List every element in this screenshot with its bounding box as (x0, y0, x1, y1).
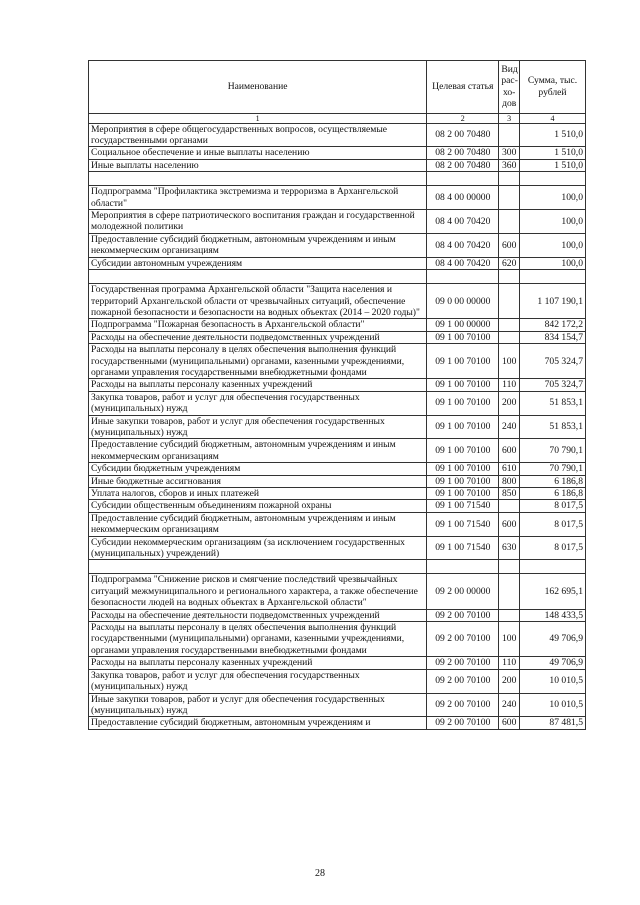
row-code: 09 1 00 70100 (427, 488, 499, 500)
row-type: 610 (499, 463, 520, 475)
table-row (89, 488, 586, 500)
row-sum: 842 172,2 (519, 319, 585, 331)
row-sum: 51 853,1 (519, 415, 585, 439)
table-row (89, 159, 586, 171)
row-type: 620 (499, 257, 520, 269)
table-row (89, 210, 586, 234)
empty-cell (519, 172, 585, 186)
row-type (499, 500, 520, 512)
header-code: Целевая статья (427, 61, 499, 114)
row-type: 360 (499, 159, 520, 171)
row-name: Закупка товаров, работ и услуг для обеспечения государственных (муниципальных) нужд (89, 391, 427, 415)
empty-cell (89, 560, 427, 574)
empty-cell (89, 270, 427, 284)
row-code: 09 2 00 70100 (427, 669, 499, 693)
row-name: Подпрограмма "Пожарная безопасность в Архангельской области" (89, 319, 427, 331)
table-row (89, 439, 586, 463)
row-sum: 100,0 (519, 210, 585, 234)
table-row (89, 147, 586, 159)
row-sum: 1 510,0 (519, 159, 585, 171)
empty-cell (499, 172, 520, 186)
row-sum: 70 790,1 (519, 463, 585, 475)
row-name: Иные закупки товаров, работ и услуг для обеспечения государственных (муниципальных) нужд (89, 693, 427, 717)
row-sum: 705 324,7 (519, 379, 585, 391)
table-row (89, 609, 586, 621)
row-sum: 6 186,8 (519, 475, 585, 487)
column-number: 1 (89, 113, 427, 123)
spacer-row (89, 270, 586, 284)
row-sum: 1 510,0 (519, 147, 585, 159)
empty-cell (499, 270, 520, 284)
row-sum: 100,0 (519, 186, 585, 210)
row-name: Расходы на выплаты персоналу в целях обеспечения выполнения функций государственными (муниципальными) органами, казенными учреждениями, органами управления государственными внебюджетными фондами (89, 622, 427, 657)
row-code: 09 1 00 71540 (427, 512, 499, 536)
table-row (89, 512, 586, 536)
row-sum: 705 324,7 (519, 344, 585, 379)
column-number: 4 (519, 113, 585, 123)
row-type (499, 331, 520, 343)
empty-cell (427, 172, 499, 186)
table-row (89, 257, 586, 269)
row-name: Иные бюджетные ассигнования (89, 475, 427, 487)
empty-cell (427, 560, 499, 574)
row-code: 09 0 00 00000 (427, 284, 499, 319)
empty-cell (519, 560, 585, 574)
row-code: 09 1 00 70100 (427, 391, 499, 415)
row-name: Предоставление субсидий бюджетным, автономным учреждениям и иным некоммерческим организациям (89, 233, 427, 257)
row-code: 09 1 00 70100 (427, 331, 499, 343)
row-type (499, 210, 520, 234)
column-number: 2 (427, 113, 499, 123)
row-name: Подпрограмма "Профилактика экстремизма и терроризма в Архангельской области" (89, 186, 427, 210)
row-name: Закупка товаров, работ и услуг для обеспечения государственных (муниципальных) нужд (89, 669, 427, 693)
row-name: Предоставление субсидий бюджетным, автономным учреждениям и иным некоммерческим организациям (89, 439, 427, 463)
row-type (499, 186, 520, 210)
table-row (89, 344, 586, 379)
row-name: Расходы на выплаты персоналу казенных учреждений (89, 379, 427, 391)
table-row (89, 331, 586, 343)
table-row (89, 693, 586, 717)
row-code: 09 1 00 71540 (427, 500, 499, 512)
row-name: Предоставление субсидий бюджетным, автономным учреждениям и иным некоммерческим организациям (89, 512, 427, 536)
row-code: 09 2 00 00000 (427, 574, 499, 609)
row-name: Расходы на обеспечение деятельности подведомственных учреждений (89, 609, 427, 621)
row-sum: 70 790,1 (519, 439, 585, 463)
row-name: Субсидии общественным объединениям пожарной охраны (89, 500, 427, 512)
table-row (89, 379, 586, 391)
header-row (89, 61, 586, 114)
row-name: Иные выплаты населению (89, 159, 427, 171)
row-code: 09 1 00 70100 (427, 475, 499, 487)
row-code: 09 2 00 70100 (427, 622, 499, 657)
row-code: 08 4 00 70420 (427, 257, 499, 269)
program-row (89, 284, 586, 319)
row-sum: 148 433,5 (519, 609, 585, 621)
row-type (499, 609, 520, 621)
row-name: Уплата налогов, сборов и иных платежей (89, 488, 427, 500)
row-type: 850 (499, 488, 520, 500)
column-number-row (89, 113, 586, 123)
row-type: 600 (499, 233, 520, 257)
row-name: Расходы на обеспечение деятельности подведомственных учреждений (89, 331, 427, 343)
row-sum: 100,0 (519, 257, 585, 269)
row-type: 110 (499, 657, 520, 669)
program-row (89, 319, 586, 331)
empty-cell (499, 560, 520, 574)
row-type (499, 123, 520, 147)
row-sum: 1 510,0 (519, 123, 585, 147)
row-sum: 8 017,5 (519, 500, 585, 512)
table-row (89, 233, 586, 257)
row-type: 240 (499, 415, 520, 439)
row-code: 08 2 00 70480 (427, 147, 499, 159)
spacer-row (89, 172, 586, 186)
row-type: 100 (499, 622, 520, 657)
row-name: Расходы на выплаты персоналу казенных учреждений (89, 657, 427, 669)
empty-cell (519, 270, 585, 284)
table-row (89, 669, 586, 693)
row-type: 100 (499, 344, 520, 379)
table-row (89, 657, 586, 669)
table-row (89, 475, 586, 487)
row-code: 08 2 00 70480 (427, 159, 499, 171)
row-name: Мероприятия в сфере патриотического воспитания граждан и государственной молодежной политики (89, 210, 427, 234)
row-type (499, 284, 520, 319)
spacer-row (89, 560, 586, 574)
row-type: 300 (499, 147, 520, 159)
row-type: 630 (499, 536, 520, 560)
row-sum: 1 107 190,1 (519, 284, 585, 319)
table-row (89, 123, 586, 147)
row-type: 110 (499, 379, 520, 391)
row-code: 09 1 00 00000 (427, 319, 499, 331)
row-name: Субсидии автономным учреждениям (89, 257, 427, 269)
row-sum: 100,0 (519, 233, 585, 257)
row-type (499, 319, 520, 331)
row-name: Мероприятия в сфере общегосударственных вопросов, осуществляемые государственными органами (89, 123, 427, 147)
row-type: 600 (499, 717, 520, 729)
row-type: 600 (499, 439, 520, 463)
row-sum: 87 481,5 (519, 717, 585, 729)
row-code: 09 2 00 70100 (427, 657, 499, 669)
header-name: Наименование (89, 61, 427, 114)
row-sum: 6 186,8 (519, 488, 585, 500)
table-row (89, 391, 586, 415)
program-row (89, 574, 586, 609)
table-row (89, 500, 586, 512)
row-sum: 51 853,1 (519, 391, 585, 415)
row-code: 09 2 00 70100 (427, 717, 499, 729)
row-code: 09 1 00 70100 (427, 344, 499, 379)
header-type: Вид рас- хо- дов (499, 61, 520, 114)
row-name: Субсидии бюджетным учреждениям (89, 463, 427, 475)
row-sum: 8 017,5 (519, 512, 585, 536)
row-sum: 49 706,9 (519, 622, 585, 657)
row-name: Социальное обеспечение и иные выплаты населению (89, 147, 427, 159)
header-sum: Сумма, тыс. рублей (519, 61, 585, 114)
row-sum: 10 010,5 (519, 669, 585, 693)
row-code: 09 1 00 70100 (427, 415, 499, 439)
row-sum: 8 017,5 (519, 536, 585, 560)
row-code: 08 4 00 70420 (427, 210, 499, 234)
row-name: Иные закупки товаров, работ и услуг для обеспечения государственных (муниципальных) нужд (89, 415, 427, 439)
row-sum: 162 695,1 (519, 574, 585, 609)
row-sum: 834 154,7 (519, 331, 585, 343)
row-type: 200 (499, 391, 520, 415)
row-type (499, 574, 520, 609)
table-row (89, 717, 586, 729)
row-sum: 49 706,9 (519, 657, 585, 669)
empty-cell (89, 172, 427, 186)
program-row (89, 186, 586, 210)
row-code: 09 2 00 70100 (427, 609, 499, 621)
table-row (89, 536, 586, 560)
table-row (89, 622, 586, 657)
table-row (89, 463, 586, 475)
row-code: 09 1 00 70100 (427, 379, 499, 391)
row-type: 800 (499, 475, 520, 487)
row-name: Предоставление субсидий бюджетным, автономным учреждениям и (89, 717, 427, 729)
row-code: 09 2 00 70100 (427, 693, 499, 717)
row-name: Субсидии некоммерческим организациям (за исключением государственных (муниципальных) учреждений) (89, 536, 427, 560)
row-name: Расходы на выплаты персоналу в целях обеспечения выполнения функций государственными (муниципальными) органами, казенными учреждениями, органами управления государственными внебюджетными фондами (89, 344, 427, 379)
row-code: 08 2 00 70480 (427, 123, 499, 147)
row-type: 600 (499, 512, 520, 536)
row-code: 09 1 00 70100 (427, 439, 499, 463)
row-code: 09 1 00 70100 (427, 463, 499, 475)
budget-table (88, 60, 586, 730)
row-code: 08 4 00 00000 (427, 186, 499, 210)
empty-cell (427, 270, 499, 284)
row-code: 08 4 00 70420 (427, 233, 499, 257)
page-number: 28 (315, 868, 325, 879)
row-type: 200 (499, 669, 520, 693)
row-type: 240 (499, 693, 520, 717)
row-sum: 10 010,5 (519, 693, 585, 717)
table-row (89, 415, 586, 439)
row-code: 09 1 00 71540 (427, 536, 499, 560)
column-number: 3 (499, 113, 520, 123)
row-name: Государственная программа Архангельской области "Защита населения и территорий Архангельской области от чрезвычайных ситуаций, обеспечение пожарной безопасности и безопасности на водных объектах (2014 – 2020 годы)" (89, 284, 427, 319)
table-body (89, 123, 586, 729)
row-name: Подпрограмма "Снижение рисков и смягчение последствий чрезвычайных ситуаций межмуниципального и регионального характера, а также обеспечение безопасности людей на водных объектах в Архангельской области" (89, 574, 427, 609)
